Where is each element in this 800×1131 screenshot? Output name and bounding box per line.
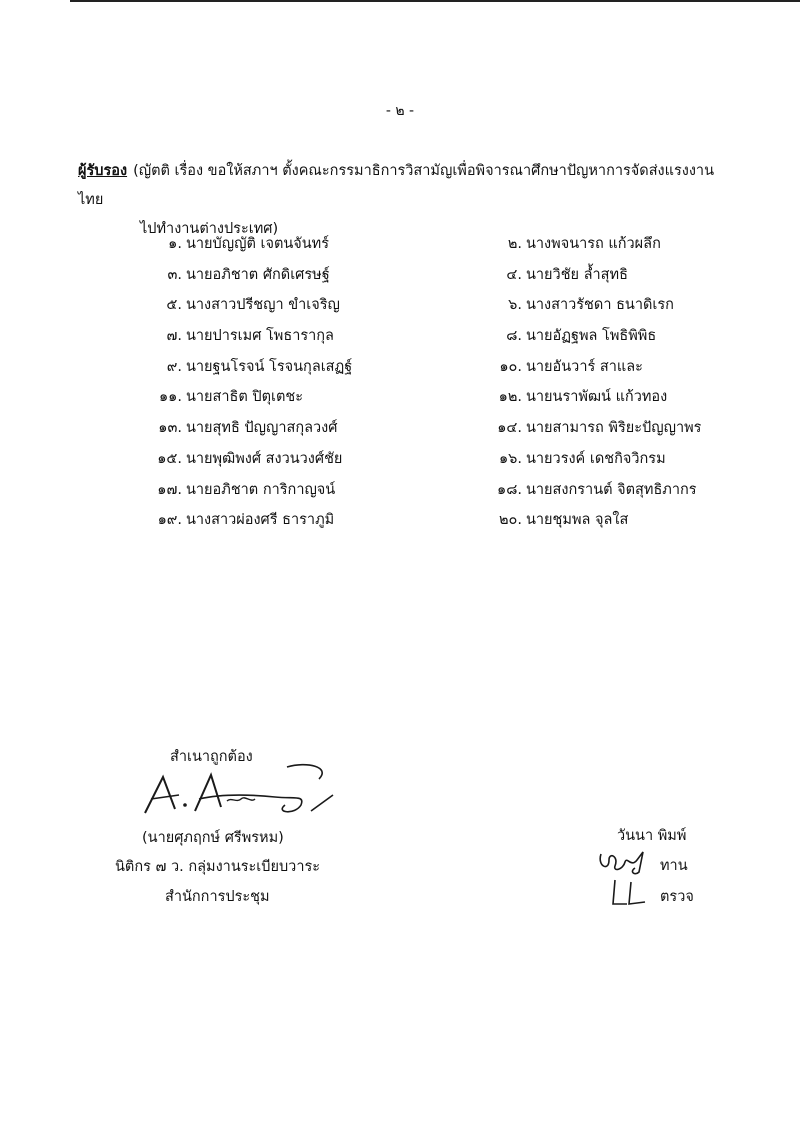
endorser-name: นายชุมพล จุลใส [526, 512, 629, 529]
item-number: ๑๗. [157, 481, 182, 498]
motion-title-part1: (ญัตติ เรื่อง ขอให้สภาฯ ตั้งคณะกรรมาธิการวิสามัญเพื่อพิจารณาศึกษาปัญหาการจัดส่งแรงงานไทย [78, 163, 714, 208]
list-item [470, 416, 701, 447]
item-number: ๑๙. [157, 512, 182, 529]
endorser-name: นางสาวรัชดา ธนาดิเรก [526, 297, 674, 314]
endorser-name: นายฐนโรจน์ โรจนกุลเสฏฐ์ [186, 358, 353, 375]
item-number: ๕. [166, 297, 182, 314]
endorser-name: นายพุฒิพงศ์ สงวนวงศ์ชัย [186, 450, 343, 467]
item-number: ๑๔. [497, 420, 522, 437]
top-border-line [70, 0, 800, 2]
list-item [130, 355, 352, 386]
list-item [470, 385, 701, 416]
handwritten-initials-typed [595, 846, 655, 878]
list-item [130, 263, 352, 294]
endorsers-label: ผู้รับรอง [78, 163, 128, 179]
motion-title-part2: ไปทำงานต่างประเทศ) [140, 221, 279, 237]
endorser-name: นายบัญญัติ เจตนจันทร์ [186, 236, 330, 252]
list-item [470, 508, 701, 539]
list-item [470, 263, 701, 294]
item-number: ๑๐. [499, 358, 522, 375]
list-item [130, 385, 352, 416]
endorser-name: นางสาวผ่องศรี ธาราภูมิ [186, 512, 335, 529]
endorser-name: นายอภิชาต การิกาญจน์ [186, 481, 336, 498]
list-item [470, 447, 701, 478]
list-item [470, 293, 701, 324]
list-item [470, 324, 701, 355]
endorser-name: นายนราพัฒน์ แก้วทอง [526, 389, 668, 406]
list-item [130, 232, 352, 263]
item-number: ๒. [507, 236, 522, 252]
endorsers-list-right [470, 232, 701, 539]
item-number: ๖. [508, 297, 522, 314]
list-item [470, 478, 701, 509]
endorser-name: นางพจนารถ แก้วผลึก [526, 236, 661, 252]
item-number: ๗. [166, 328, 182, 345]
item-number: ๑๕. [157, 450, 182, 467]
endorser-name: นายปารเมศ โพธารากุล [186, 328, 334, 345]
endorsement-heading [78, 157, 738, 244]
endorser-name: นายอภิชาต ศักดิเศรษฐ์ [186, 266, 330, 283]
list-item [130, 293, 352, 324]
item-number: ๓. [167, 266, 182, 283]
signer-position: นิติกร ๗ ว. กลุ่มงานระเบียบวาระ [115, 859, 321, 875]
endorser-name: นายอันวาร์ สาและ [526, 358, 643, 375]
item-number: ๑๘. [497, 481, 522, 498]
endorsers-list-left [130, 232, 352, 539]
endorser-name: นางสาวปรีชญา ขำเจริญ [186, 297, 340, 314]
handwritten-signature [135, 753, 345, 833]
endorser-name: นายสุทธิ ปัญญาสกุลวงศ์ [186, 420, 338, 437]
list-item [130, 478, 352, 509]
checked-label: ตรวจ [660, 889, 694, 905]
list-item [130, 416, 352, 447]
item-number: ๙. [166, 358, 182, 375]
endorser-name: นายสามารถ พิริยะปัญญาพร [526, 420, 702, 437]
item-number: ๘. [506, 328, 522, 345]
endorser-name: นายสงกรานต์ จิตสุทธิภากร [526, 481, 697, 498]
heading-line-1 [78, 157, 738, 215]
endorser-name: นายวิชัย ล้ำสุทธิ [526, 266, 628, 283]
list-item [470, 355, 701, 386]
typed-label: ทาน [660, 858, 688, 874]
endorser-name: นายสาธิต ปิตุเตชะ [186, 389, 304, 406]
item-number: ๒๐. [498, 512, 522, 529]
endorser-name: นายวรงค์ เดชกิจวิกรม [526, 450, 666, 467]
item-number: ๑๖. [498, 450, 522, 467]
endorser-name: นายอัฏฐพล โพธิพิพิธ [526, 328, 657, 345]
signer-name: (นายศุภฤกษ์ ศรีพรหม) [142, 830, 284, 846]
typist-name: วันนา พิมพ์ [617, 828, 687, 844]
item-number: ๑๒. [498, 389, 522, 406]
handwritten-initials-checked [607, 876, 649, 908]
list-item [130, 508, 352, 539]
list-item [470, 232, 701, 263]
signer-office: สำนักการประชุม [165, 889, 270, 905]
item-number: ๑. [168, 236, 182, 252]
item-number: ๑๑. [158, 389, 182, 406]
page-number: - ๒ - [385, 103, 415, 119]
item-number: ๔. [506, 266, 522, 283]
typist-block [595, 824, 735, 914]
certified-copy-label: สำเนาถูกต้อง [170, 749, 253, 765]
list-item [130, 324, 352, 355]
list-item [130, 447, 352, 478]
item-number: ๑๓. [158, 420, 182, 437]
